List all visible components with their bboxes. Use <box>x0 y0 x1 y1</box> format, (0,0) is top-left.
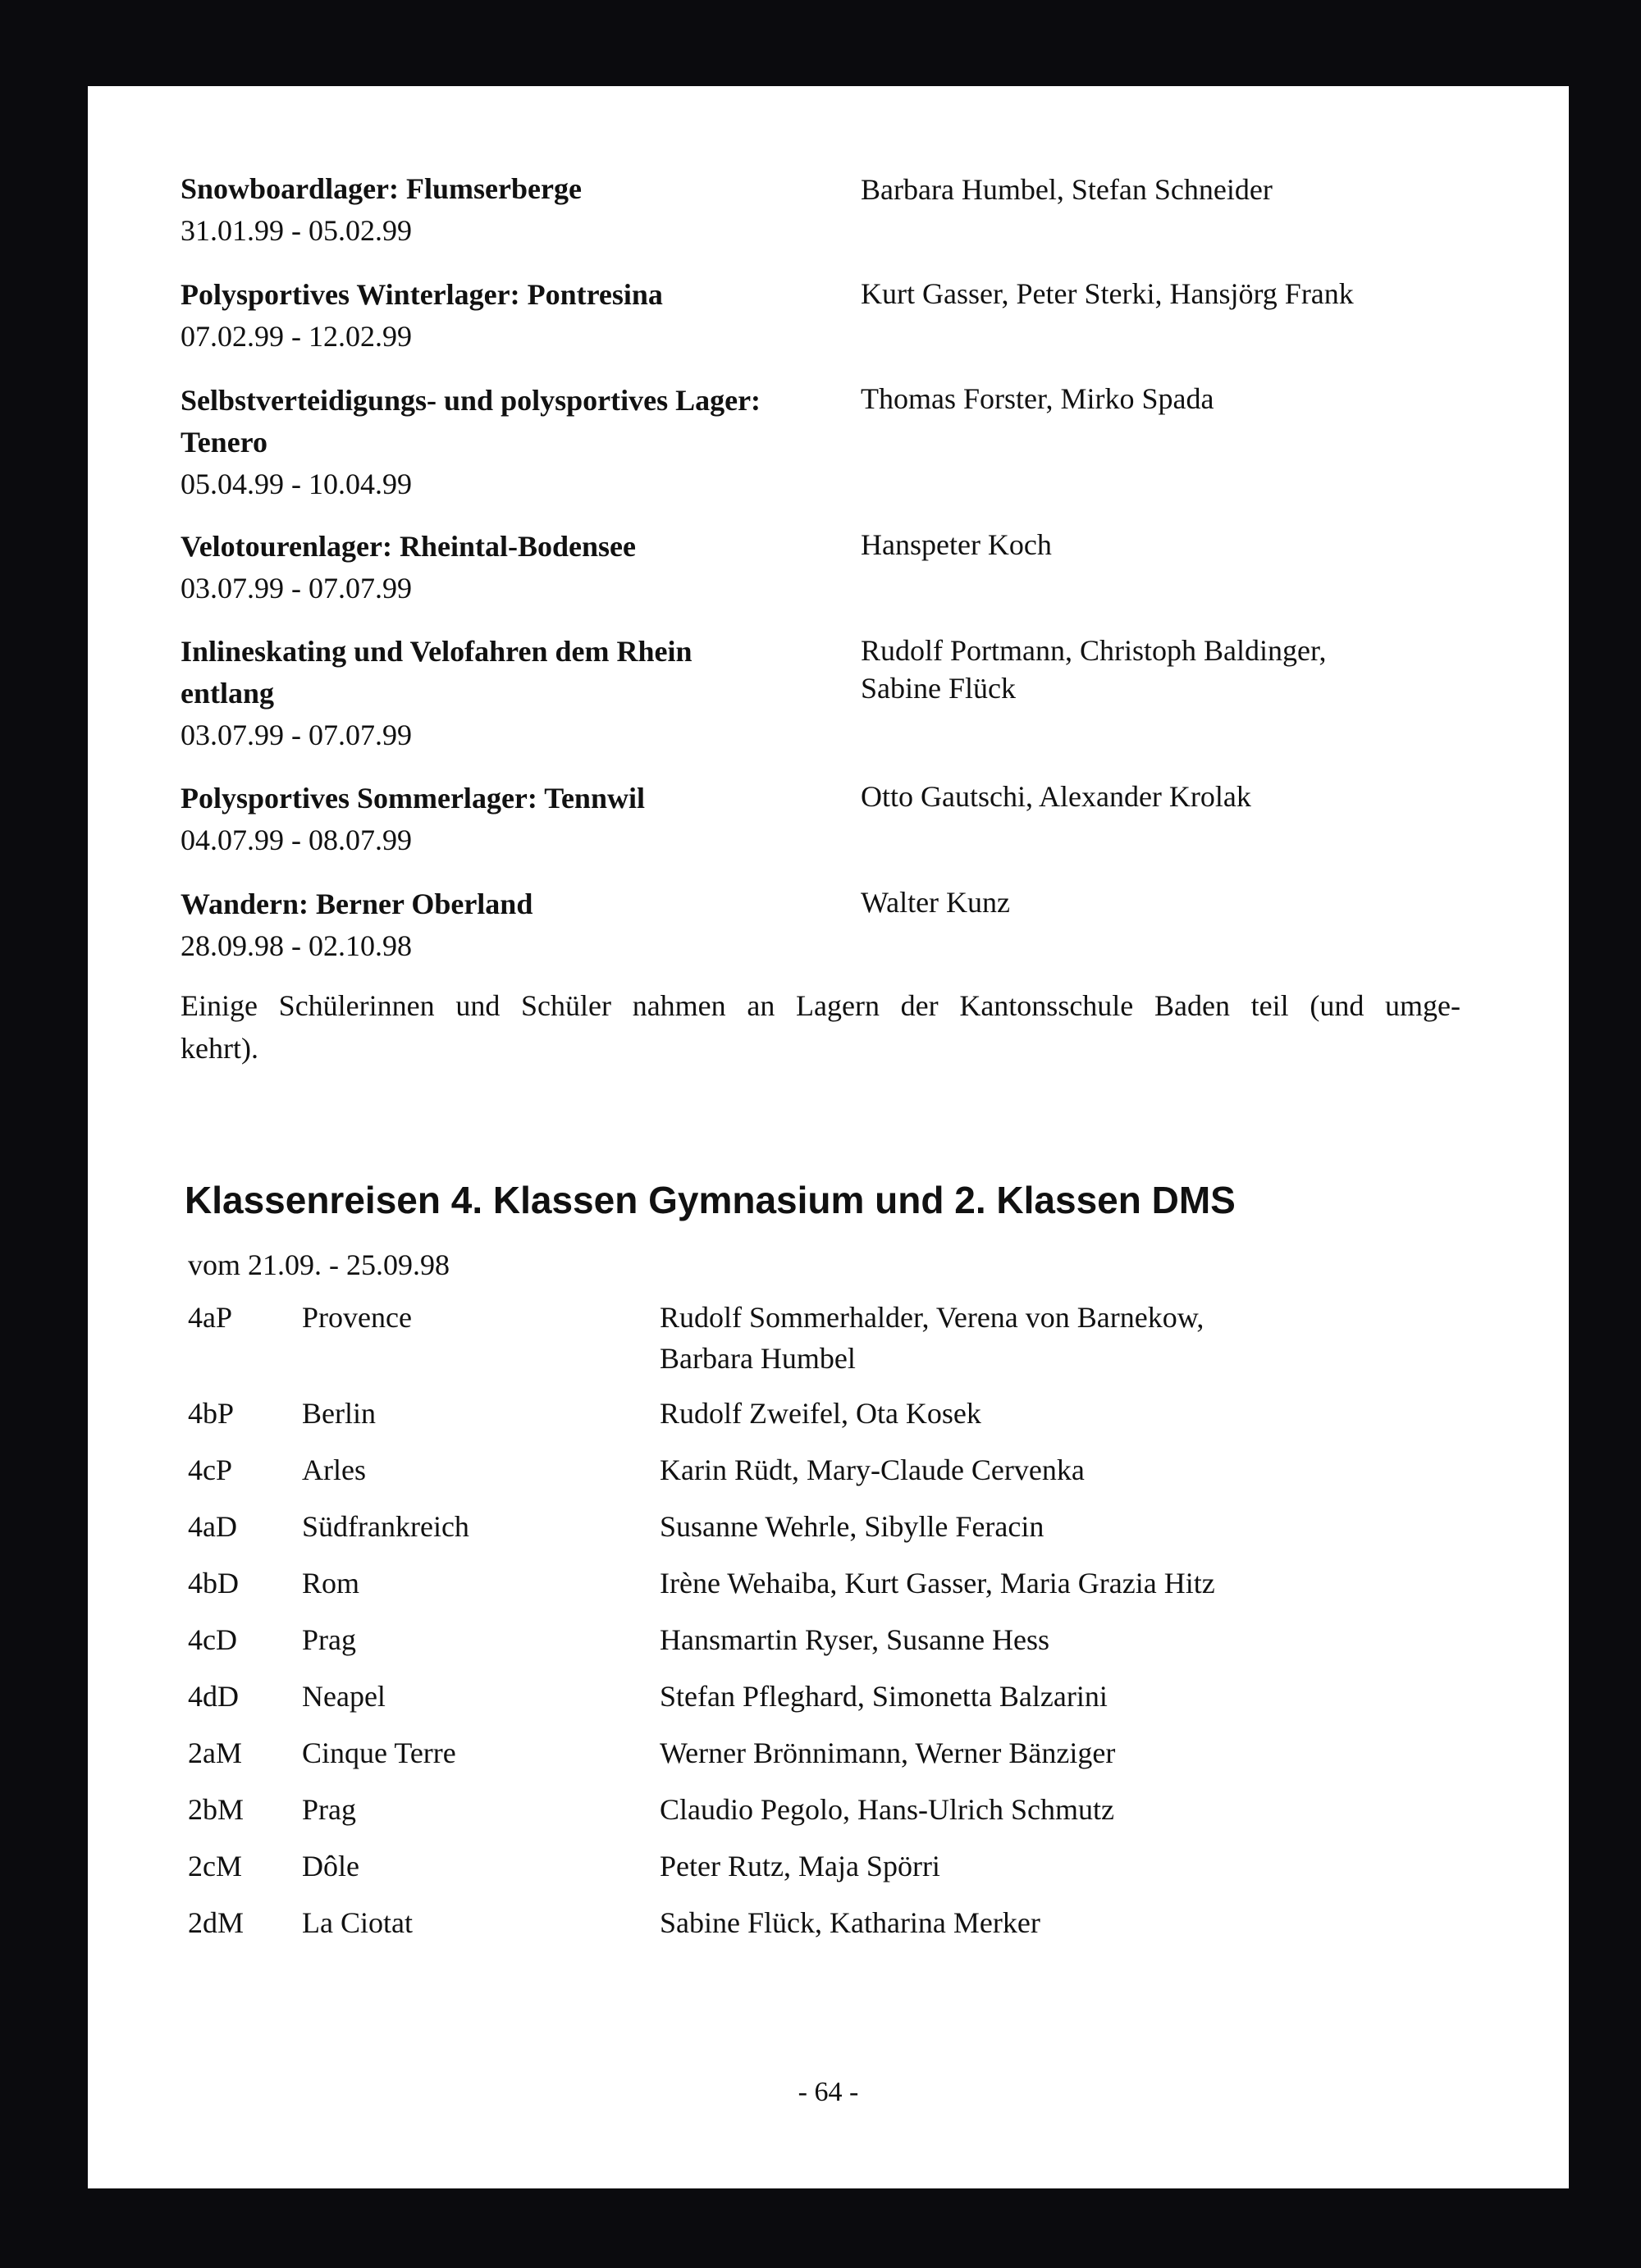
trip-destination: Cinque Terre <box>302 1736 456 1769</box>
trip-destination: La Ciotat <box>302 1906 413 1939</box>
trip-class: 2aM <box>188 1736 242 1769</box>
camp-leaders-line: Barbara Humbel, Stefan Schneider <box>861 173 1273 206</box>
camp-title: Wandern: Berner Oberland <box>181 888 533 920</box>
trip-destination: Arles <box>302 1453 366 1486</box>
trip-leaders: Hansmartin Ryser, Susanne Hess <box>660 1623 1050 1656</box>
note-line: kehrt). <box>181 1032 258 1065</box>
camp-title: Velotourenlager: Rheintal-Bodensee <box>181 530 636 563</box>
trip-class: 4bP <box>188 1397 235 1430</box>
camp-dates: 28.09.98 - 02.10.98 <box>181 929 412 962</box>
camp-leaders <box>861 380 1214 418</box>
note-paragraph <box>181 984 1460 1070</box>
camp-dates: 04.07.99 - 08.07.99 <box>181 824 412 856</box>
camp-title: Snowboardlager: Flumserberge <box>181 172 582 205</box>
camp-entry <box>181 274 663 358</box>
camp-leaders <box>861 526 1052 564</box>
trip-leaders <box>660 1297 1204 1379</box>
camp-leaders <box>861 632 1327 707</box>
note-line: Einige Schülerinnen und Schüler nahmen an Lagern der Kantonsschule Baden teil (und umge- <box>181 989 1460 1022</box>
camp-dates: 03.07.99 - 07.07.99 <box>181 572 412 605</box>
camp-leaders <box>861 883 1010 921</box>
page-number: - 64 - <box>798 2077 859 2107</box>
trip-class: 4cD <box>188 1623 237 1656</box>
trip-period: vom 21.09. - 25.09.98 <box>188 1248 450 1281</box>
camp-leaders-line: Thomas Forster, Mirko Spada <box>861 382 1214 415</box>
trip-class: 2bM <box>188 1793 245 1826</box>
camp-dates: 05.04.99 - 10.04.99 <box>181 468 412 500</box>
camp-leaders <box>861 171 1273 208</box>
trip-leaders: Claudio Pegolo, Hans-Ulrich Schmutz <box>660 1793 1114 1826</box>
trip-leaders: Karin Rüdt, Mary-Claude Cervenka <box>660 1453 1085 1486</box>
camp-leaders-line: Otto Gautschi, Alexander Krolak <box>861 780 1251 813</box>
camp-entry <box>181 883 533 967</box>
camp-leaders-line: Kurt Gasser, Peter Sterki, Hansjörg Frank <box>861 277 1354 310</box>
trip-destination: Südfrankreich <box>302 1510 469 1543</box>
camp-entry <box>181 778 645 861</box>
trip-leaders: Susanne Wehrle, Sibylle Feracin <box>660 1510 1044 1543</box>
camp-dates: 03.07.99 - 07.07.99 <box>181 719 412 751</box>
camp-entry <box>181 526 636 609</box>
camp-entry <box>181 380 761 505</box>
camp-leaders <box>861 275 1354 313</box>
trip-leaders: Peter Rutz, Maja Spörri <box>660 1850 940 1882</box>
camp-title-line-2: Tenero <box>181 426 268 459</box>
trip-leaders: Sabine Flück, Katharina Merker <box>660 1906 1040 1939</box>
trip-class: 4cP <box>188 1453 232 1486</box>
camp-title: Polysportives Sommerlager: Tennwil <box>181 782 645 815</box>
camp-leaders-line: Walter Kunz <box>861 886 1011 919</box>
trip-destination: Prag <box>302 1793 356 1826</box>
camp-title: Inlineskating und Velofahren dem Rhein <box>181 635 693 668</box>
camp-title: Polysportives Winterlager: Pontresina <box>181 278 663 311</box>
camp-leaders-line: Sabine Flück <box>861 672 1016 705</box>
camp-leaders <box>861 778 1251 815</box>
trip-class: 4aP <box>188 1301 232 1334</box>
trip-leaders: Werner Brönnimann, Werner Bänziger <box>660 1736 1116 1769</box>
trip-class: 4bD <box>188 1567 239 1599</box>
trip-leaders: Rudolf Zweifel, Ota Kosek <box>660 1397 981 1430</box>
trip-class: 4dD <box>188 1680 239 1713</box>
trip-class: 4aD <box>188 1510 237 1543</box>
trip-destination: Provence <box>302 1301 412 1334</box>
trip-class: 2cM <box>188 1850 242 1882</box>
camp-entry <box>181 168 582 252</box>
trip-destination: Berlin <box>302 1397 376 1430</box>
camp-title: Selbstverteidigungs- und polysportives Lager: <box>181 384 761 417</box>
camp-dates: 07.02.99 - 12.02.99 <box>181 320 412 353</box>
trip-destination: Prag <box>302 1623 356 1656</box>
trip-destination: Neapel <box>302 1680 386 1713</box>
camp-leaders-line: Hanspeter Koch <box>861 528 1052 561</box>
camp-leaders-line: Rudolf Portmann, Christoph Baldinger, <box>861 634 1327 667</box>
section-heading: Klassenreisen 4. Klassen Gymnasium und 2. Klassen DMS <box>185 1179 1236 1221</box>
trip-leaders-line: Barbara Humbel <box>660 1342 856 1375</box>
camp-dates: 31.01.99 - 05.02.99 <box>181 214 412 247</box>
trip-leaders-line: Rudolf Sommerhalder, Verena von Barnekow, <box>660 1301 1204 1334</box>
trip-class: 2dM <box>188 1906 245 1939</box>
document-page <box>88 86 1569 2188</box>
trip-destination: Dôle <box>302 1850 359 1882</box>
camp-entry <box>181 631 693 756</box>
camp-title-line-2: entlang <box>181 677 275 710</box>
trip-leaders: Stefan Pfleghard, Simonetta Balzarini <box>660 1680 1108 1713</box>
trip-destination: Rom <box>302 1567 360 1599</box>
trip-leaders: Irène Wehaiba, Kurt Gasser, Maria Grazia Hitz <box>660 1567 1215 1599</box>
